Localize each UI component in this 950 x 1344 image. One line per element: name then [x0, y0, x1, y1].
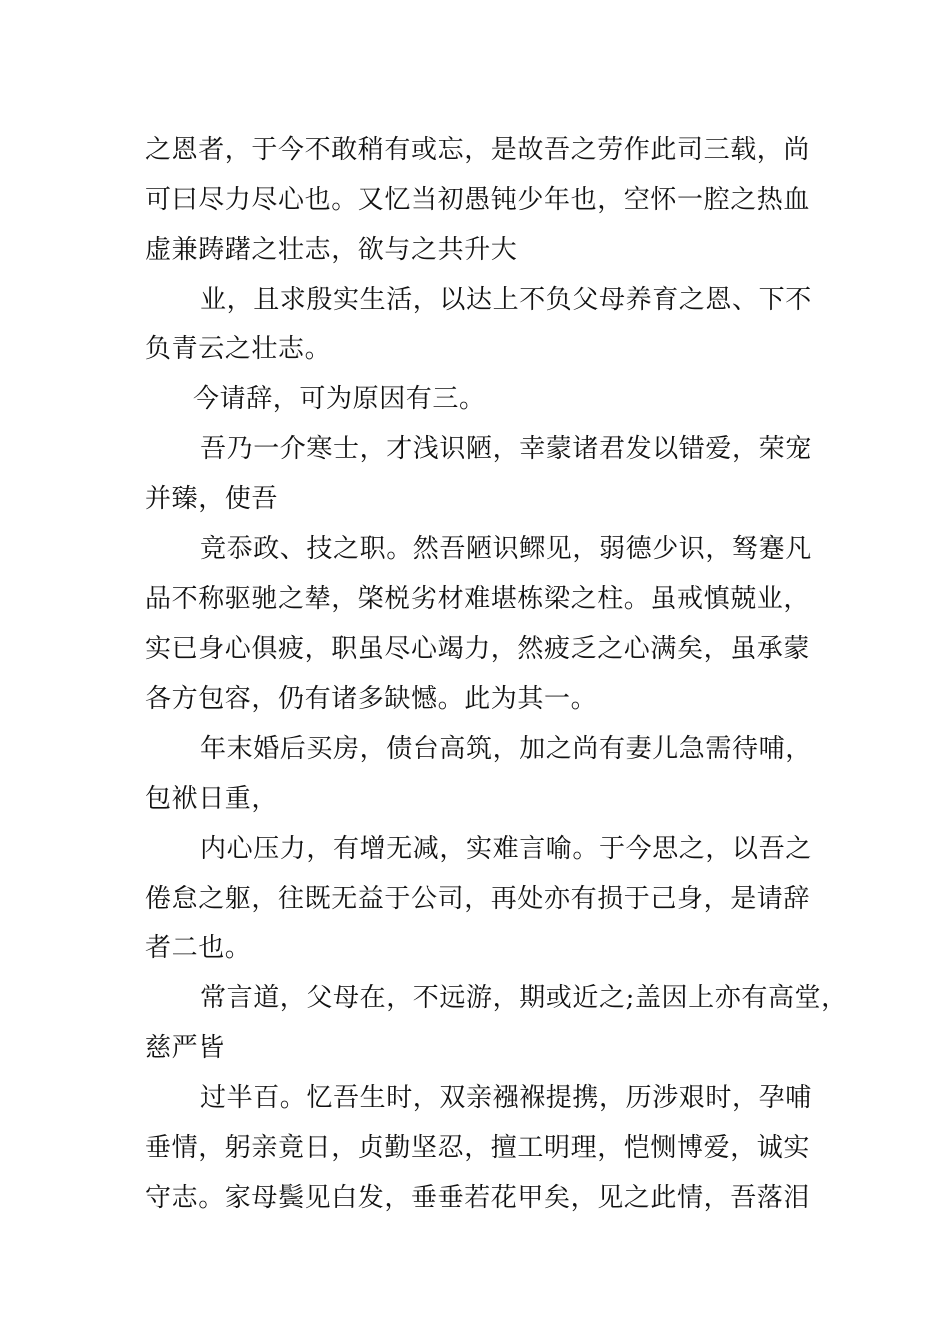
text-line: 年末婚后买房，债台高筑，加之尚有妻儿急需待哺， [200, 734, 812, 764]
text-line: 今请辞，可为原因有三。 [193, 384, 486, 414]
text-line: 常言道，父母在，不远游，期或近之;盖因上亦有高堂， [200, 983, 848, 1013]
text-line: 可曰尽力尽心也。又忆当初愚钝少年也，空怀一腔之热血 [145, 185, 811, 215]
text-line: 之恩者，于今不敢稍有或忘，是故吾之劳作此司三载，尚 [145, 135, 811, 165]
text-line: 实已身心俱疲，职虽尽心竭力，然疲乏之心满矣，虽承蒙 [145, 634, 811, 664]
text-line: 者二也。 [145, 933, 252, 963]
text-line: 品不称驱驰之辇，棨棁劣材难堪栋梁之柱。虽戒慎兢业， [145, 584, 811, 614]
text-line: 各方包容，仍有诸多缺憾。此为其一。 [145, 684, 598, 714]
text-line: 垂情，躬亲竟日，贞勤坚忍，擅工明理，恺恻博爱，诚实 [145, 1133, 811, 1163]
text-line: 业，且求殷实生活，以达上不负父母养育之恩、下不 [200, 285, 812, 315]
text-line: 吾乃一介寒士，才浅识陋，幸蒙诸君发以错爱，荣宠 [200, 434, 812, 464]
text-line: 并臻，使吾 [145, 484, 279, 514]
text-line: 内心压力，有增无减，实难言喻。于今思之，以吾之 [200, 834, 812, 864]
text-line: 倦怠之躯，往既无益于公司，再处亦有损于己身，是请辞 [145, 884, 811, 914]
text-line: 过半百。忆吾生时，双亲襁褓提携，历涉艰时，孕哺 [200, 1083, 812, 1113]
text-line: 负青云之壮志。 [145, 334, 332, 364]
text-line: 虚兼踌躇之壮志，欲与之共升大 [145, 235, 518, 265]
text-line: 慈严皆 [145, 1033, 225, 1063]
text-line: 守志。家母鬓见白发，垂垂若花甲矣，见之此情，吾落泪 [145, 1183, 811, 1213]
text-line: 包袱日重， [145, 784, 279, 814]
text-line: 竞忝政、技之职。然吾陋识鳏见，弱德少识，驽蹇凡 [200, 534, 812, 564]
